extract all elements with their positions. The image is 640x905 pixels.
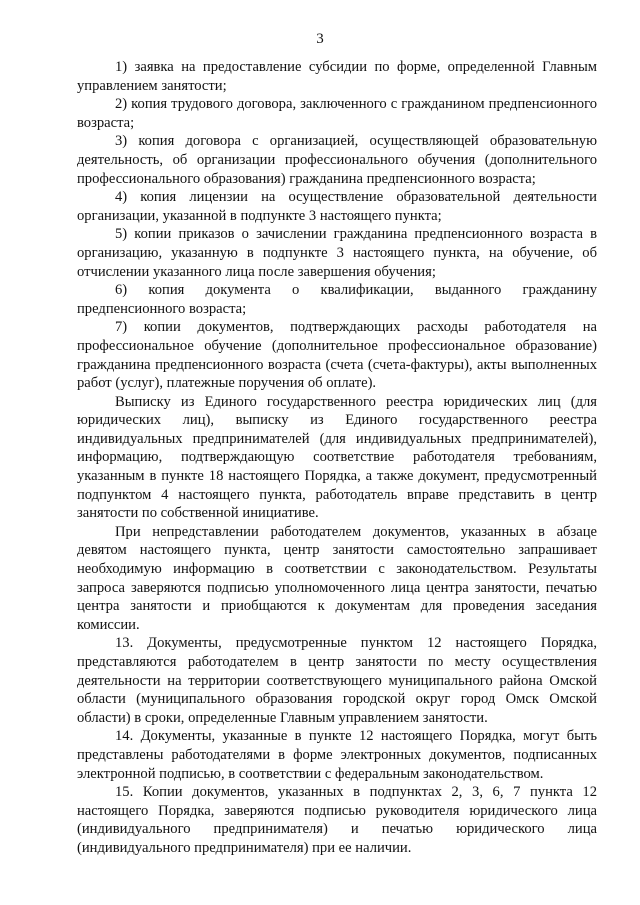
page-number: 3: [316, 31, 324, 47]
paragraph-clause-15: 15. Копии документов, указанных в подпунктах 2, 3, 6, 7 пункта 12 настоящего Порядка, заверяются подписью руководителя юридического лица (индивидуального предпринимателя) и печатью юридического лица (индивидуального предпринимателя) при ее наличии.: [77, 784, 597, 856]
paragraph-non-submission: При непредставлении работодателем документов, указанных в абзаце девятом настоящего пункта, центр занятости самостоятельно запрашивает необходимую информацию в соответствии с законодательством. Результаты запроса заверяются подписью уполномоченного лица центра занятости, печатью центра занятости и приобщаются к документам для проведения заседания комиссии.: [77, 523, 597, 633]
paragraph-item-2-employment-contract: 2) копия трудового договора, заключенного с гражданином предпенсионного возраста;: [77, 96, 597, 131]
paragraph-item-6-qualification: 6) копия документа о квалификации, выданного гражданину предпенсионного возраста;: [77, 282, 597, 317]
paragraph-registry-extract: Выписку из Единого государственного реестра юридических лиц (для юридических лиц), выписку из Единого государственного реестра индивидуальных предпринимателей (для индивидуальных предпринимателей), информацию, подтверждающую соответствие работодателя требованиям, указанным в пункте 18 настоящего Порядка, а также документ, предусмотренный подпунктом 4 настоящего пункта, работодатель вправе представить в центр занятости по собственной инициативе.: [77, 393, 597, 522]
paragraph-item-4-license: 4) копия лицензии на осуществление образовательной деятельности организации, указанной в подпункте 3 настоящего пункта;: [77, 189, 597, 224]
paragraph-clause-14: 14. Документы, указанные в пункте 12 настоящего Порядка, могут быть представлены работодателями в форме электронных документов, подписанных электронной подписью, в соответствии с федеральным законодательством.: [77, 728, 597, 782]
document-body: [77, 58, 597, 858]
paragraph-item-3-education-contract: 3) копия договора с организацией, осуществляющей образовательную деятельность, об организации профессионального обучения (дополнительного профессионального образования) гражданина предпенсионного возраста;: [77, 133, 597, 187]
paragraph-item-5-enrollment-orders: 5) копии приказов о зачислении гражданина предпенсионного возраста в организацию, указанную в подпункте 3 настоящего пункта, на обучение, об отчислении указанного лица после завершения обучения;: [77, 226, 597, 280]
paragraph-item-1-application: 1) заявка на предоставление субсидии по форме, определенной Главным управлением занятости;: [77, 59, 597, 94]
paragraph-clause-13: 13. Документы, предусмотренные пунктом 12 настоящего Порядка, представляются работодателем в центр занятости по месту осуществления деятельности на территории соответствующего муниципального района Омской области (муниципального образования городской округ город Омск Омской области) в сроки, определенные Главным управлением занятости.: [77, 635, 597, 726]
paragraph-item-7-expenses: 7) копии документов, подтверждающих расходы работодателя на профессиональное обучение (дополнительное профессиональное образование) гражданина предпенсионного возраста (счета (счета-фактуры), акты выполненных работ (услуг), платежные поручения об оплате).: [77, 319, 597, 392]
